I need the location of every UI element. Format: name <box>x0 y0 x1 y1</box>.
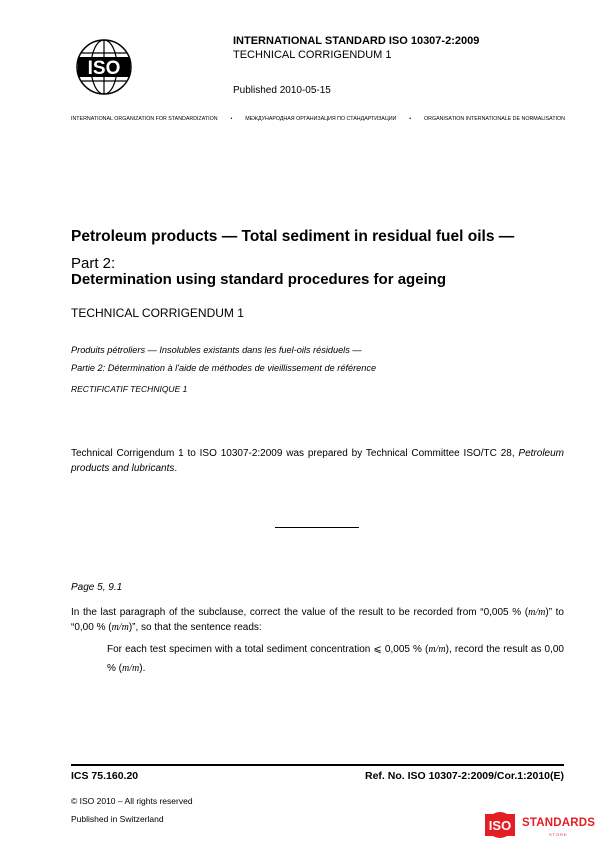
separator-dot: • <box>409 116 412 122</box>
corrected-sentence: For each test specimen with a total sediment concentration ⩽ 0,005 % (m/m), record the result as 0,00 % (m/m). <box>107 644 564 674</box>
corrigendum-label: TECHNICAL CORRIGENDUM 1 <box>233 49 392 61</box>
org-name-ru: МЕЖДУНАРОДНАЯ ОРГАНИЗАЦИЯ ПО СТАНДАРТИЗАЦИИ <box>245 116 397 122</box>
corrigendum-heading: TECHNICAL CORRIGENDUM 1 <box>71 306 244 320</box>
intro-paragraph: Technical Corrigendum 1 to ISO 10307-2:2009 was prepared by Technical Committee ISO/TC 28, Petroleum products and lubricants. <box>71 448 564 474</box>
organization-names <box>71 116 565 122</box>
ics-code: ICS 75.160.20 <box>71 770 139 782</box>
part-title: Determination using standard procedures for ageing <box>71 271 447 288</box>
french-title: Produits pétroliers — Insolubles existants dans les fuel-oils résiduels — <box>71 345 362 355</box>
org-name-fr: ORGANISATION INTERNATIONALE DE NORMALISATION <box>424 116 565 122</box>
brand-store-label: STORE <box>549 832 568 837</box>
published-in: Published in Switzerland <box>71 814 164 824</box>
org-name-en: INTERNATIONAL ORGANIZATION FOR STANDARDIZATION <box>71 116 218 122</box>
copyright: © ISO 2010 – All rights reserved <box>71 796 193 806</box>
separator-rule <box>275 527 359 528</box>
correction-paragraph: In the last paragraph of the subclause, correct the value of the result to be recorded from “0,005 % (m/m)” to “0,00 % (m/m)”, so that the sentence reads: <box>71 607 564 633</box>
iso-logo <box>73 38 135 96</box>
committee-name: Petroleum products and lubricants <box>71 448 564 474</box>
separator-dot: • <box>230 116 233 122</box>
part-number: Part 2: <box>71 255 116 272</box>
brand-name: STANDARDS <box>522 817 596 829</box>
standard-title: INTERNATIONAL STANDARD ISO 10307-2:2009 <box>233 35 480 47</box>
svg-text:ISO: ISO <box>87 58 121 79</box>
footer-rule <box>71 764 564 766</box>
document-title: Petroleum products — Total sediment in residual fuel oils — <box>71 228 515 245</box>
french-corrigendum: RECTIFICATIF TECHNIQUE 1 <box>71 384 188 394</box>
reference-number: Ref. No. ISO 10307-2:2009/Cor.1:2010(E) <box>364 770 564 782</box>
french-part-title: Partie 2: Détermination à l'aide de méthodes de vieillissement de référence <box>71 363 377 373</box>
svg-text:ISO: ISO <box>488 818 512 833</box>
published-date: Published 2010-05-15 <box>233 85 331 96</box>
correction-location: Page 5, 9.1 <box>71 582 123 593</box>
